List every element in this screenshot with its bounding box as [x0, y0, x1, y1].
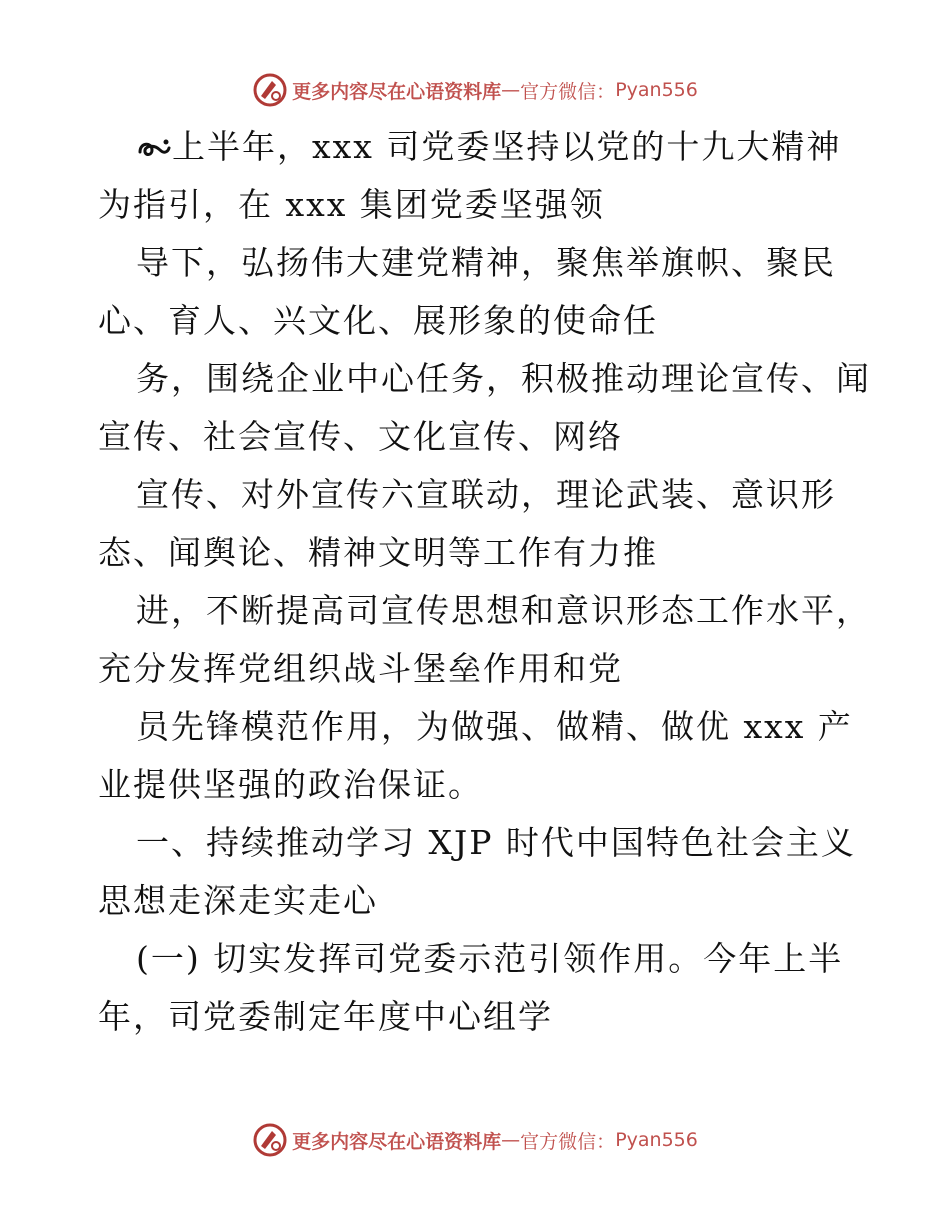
paragraph-4-line-2: 态、闻舆论、精神文明等工作有力推: [98, 533, 658, 572]
paragraph-4-line-1: 宣传、对外宣传六宣联动，理论武装、意识形: [136, 475, 836, 514]
banner-separator: —: [501, 79, 521, 101]
header-banner: [0, 70, 950, 110]
paragraph-2-line-2: 心、育人、兴文化、展形象的使命任: [98, 301, 658, 340]
footer-banner: [0, 1120, 950, 1160]
red-circular-logo-icon: [252, 72, 288, 108]
paragraph-text: 上半年，xxx 司党委坚持以党的十九大精神: [172, 127, 842, 166]
banner-separator: —: [501, 1129, 521, 1151]
body-text: [98, 118, 871, 1046]
banner-official: 官方微信：: [520, 1130, 616, 1153]
paragraph-5-line-2: 充分发挥党组织战斗堡垒作用和党: [98, 649, 623, 688]
red-circular-logo-icon: [252, 1122, 288, 1158]
banner-id: Pyan556: [615, 79, 698, 101]
paragraph-1-line-1: [98, 118, 858, 176]
banner-text: 更多内容尽在心语资料库: [292, 1130, 502, 1153]
paragraph-3-line-1: 务，围绕企业中心任务，积极推动理论宣传、闻: [136, 359, 871, 398]
paragraph-8-line-1: (一) 切实发挥司党委示范引领作用。今年上半: [136, 939, 844, 978]
paragraph-3-line-2: 宣传、社会宣传、文化宣传、网络: [98, 417, 623, 456]
paragraph-6-line-1: 员先锋模范作用，为做强、做精、做优 xxx 产: [136, 707, 853, 746]
curl-ornament-icon: [136, 132, 172, 162]
paragraph-6-line-2: 业提供坚强的政治保证。: [98, 765, 483, 804]
section-heading-line-2: 思想走深走实走心: [98, 881, 378, 920]
paragraph-2-line-1: 导下，弘扬伟大建党精神，聚焦举旗帜、聚民: [136, 243, 836, 282]
banner-text: 更多内容尽在心语资料库: [292, 80, 502, 103]
banner-official: 官方微信：: [520, 80, 616, 103]
paragraph-8-line-2: 年，司党委制定年度中心组学: [98, 997, 553, 1036]
paragraph-1-line-2: 为指引，在 xxx 集团党委坚强领: [98, 185, 605, 224]
banner-id: Pyan556: [615, 1129, 698, 1151]
section-heading-line-1: 一、持续推动学习 XJP 时代中国特色社会主义: [136, 823, 856, 862]
paragraph-5-line-1: 进，不断提高司宣传思想和意识形态工作水平，: [136, 591, 871, 630]
